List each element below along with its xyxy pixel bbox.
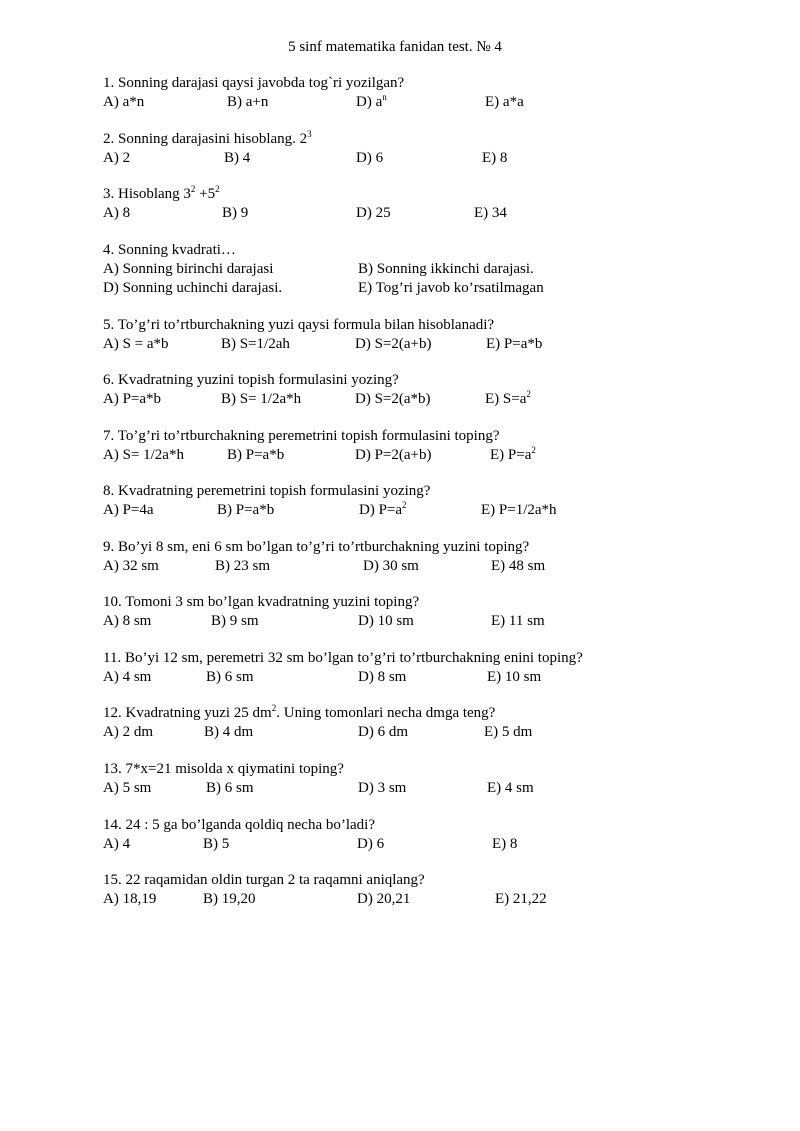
question-1 <box>103 74 524 112</box>
question-text: 8. Kvadratning peremetrini topish formulasini yozing? <box>103 483 431 499</box>
option-d: D) $P=a^2$ <box>359 500 407 518</box>
option-a: A) 2 dm <box>103 724 153 740</box>
question-15 <box>103 871 547 909</box>
option-a: A) 2 <box>103 150 131 166</box>
option-e: E) a*a <box>485 94 524 110</box>
question-text: 10. Tomoni 3 sm bo’lgan kvadratning yuzini toping? <box>103 594 420 610</box>
option-b: B) 6 sm <box>206 780 254 796</box>
option-b: B) S= 1/2a*h <box>221 391 302 407</box>
options-row <box>103 92 524 112</box>
question-3 <box>103 184 507 223</box>
option-d: D) 8 sm <box>358 669 407 685</box>
options-row <box>103 500 557 520</box>
option-e: E) 34 <box>474 205 507 221</box>
option-e: E) 10 sm <box>487 669 542 685</box>
options-row <box>103 204 507 223</box>
option-d: D) S=2(a+b) <box>355 336 432 352</box>
question-8 <box>103 482 557 520</box>
options-row <box>103 668 583 687</box>
option-a: A) 4 <box>103 836 131 852</box>
option-e: E) 8 <box>482 150 508 166</box>
option-e: E) $P=a^2$ <box>490 445 536 463</box>
option-a: A) a*n <box>103 94 145 110</box>
option-a: A) S= 1/2a*h <box>103 447 184 463</box>
options-row <box>103 260 544 298</box>
question-text: 5. To’g’ri to’rtburchakning yuzi qaysi formula bilan hisoblanadi? <box>103 317 495 333</box>
question-text: 1. Sonning darajasi qaysi javobda tog`ri yozilgan? <box>103 75 405 91</box>
option-b: B) P=a*b <box>217 502 275 518</box>
options-row <box>103 779 534 798</box>
option-b: B) 4 dm <box>204 724 254 740</box>
options-row <box>103 335 543 354</box>
option-b: B) 4 <box>224 150 251 166</box>
options-row <box>103 149 508 168</box>
option-e: E) Tog’ri javob ko’rsatilmagan <box>358 280 544 296</box>
options-row <box>103 612 545 631</box>
option-d: D) Sonning uchinchi darajasi. <box>103 280 283 296</box>
option-e: E) 5 dm <box>484 724 533 740</box>
option-d: D) 10 sm <box>358 613 414 629</box>
option-b: B) 19,20 <box>203 891 256 907</box>
question-10 <box>103 593 545 631</box>
page-title: 5 sinf matematika fanidan test. № 4 <box>288 39 502 55</box>
option-b: B) S=1/2ah <box>221 336 290 352</box>
question-13 <box>103 760 534 798</box>
option-b: B) 6 sm <box>206 669 254 685</box>
question-7 <box>103 427 536 465</box>
option-b: B) P=a*b <box>227 447 285 463</box>
option-e: E) P=a*b <box>486 336 543 352</box>
question-text: 12. Kvadratning yuzi 25 $dm^2$. Uning tomonlari necha dmga teng? <box>103 703 496 721</box>
option-e: E) 4 sm <box>487 780 534 796</box>
option-a: A) 8 sm <box>103 613 152 629</box>
options-row <box>103 445 536 465</box>
question-6 <box>103 371 531 409</box>
option-b: B) 9 <box>222 205 249 221</box>
option-a: A) 4 sm <box>103 669 152 685</box>
question-14 <box>103 816 518 854</box>
option-a: A) 5 sm <box>103 780 152 796</box>
option-e: E) 48 sm <box>491 558 546 574</box>
option-e: E) $S=a^2$ <box>485 389 531 407</box>
question-text: 11. Bo’yi 12 sm, peremetri 32 sm bo’lgan to’g’ri to’rtburchakning enini toping? <box>103 650 583 666</box>
option-d: D) P=2(a+b) <box>355 447 432 463</box>
option-b: B) 9 sm <box>211 613 259 629</box>
option-a: A) 8 <box>103 205 131 221</box>
option-a: A) S = a*b <box>103 336 169 352</box>
question-11 <box>103 649 583 687</box>
option-b: B) a+n <box>227 94 269 110</box>
question-text: 2. Sonning darajasini hisoblang. $2^3$ <box>103 129 312 147</box>
option-d: D) 20,21 <box>357 891 411 907</box>
question-text: 13. 7*x=21 misolda x qiymatini toping? <box>103 761 344 777</box>
question-text: 6. Kvadratning yuzini topish formulasini yozing? <box>103 372 399 388</box>
option-a: A) P=a*b <box>103 391 162 407</box>
question-text: 15. 22 raqamidan oldin turgan 2 ta raqamni aniqlang? <box>103 872 425 888</box>
option-d: D) $a^n$ <box>356 92 387 110</box>
options-row <box>103 723 533 742</box>
question-2 <box>103 129 508 168</box>
option-d: D) 3 sm <box>358 780 407 796</box>
option-e: E) 11 sm <box>491 613 545 629</box>
option-b: B) 23 sm <box>215 558 271 574</box>
question-12 <box>103 703 533 742</box>
option-e: E) 8 <box>492 836 518 852</box>
options-row <box>103 835 518 854</box>
option-d: D) 6 <box>356 150 384 166</box>
question-9 <box>103 538 546 576</box>
question-text: 7. To’g’ri to’rtburchakning peremetrini topish formulasini toping? <box>103 428 500 444</box>
option-e: E) P=1/2a*h <box>481 502 557 518</box>
options-row <box>103 890 547 909</box>
question-text: 4. Sonning kvadrati… <box>103 242 236 258</box>
question-text: 9. Bo’yi 8 sm, eni 6 sm bo’lgan to’g’ri to’rtburchakning yuzini toping? <box>103 539 530 555</box>
option-d: D) S=2(a*b) <box>355 391 431 407</box>
option-d: D) 6 dm <box>358 724 408 740</box>
question-5 <box>103 316 543 354</box>
options-row <box>103 557 546 576</box>
option-d: D) 25 <box>356 205 391 221</box>
question-4 <box>103 241 544 298</box>
option-a: A) 32 sm <box>103 558 159 574</box>
option-e: E) 21,22 <box>495 891 547 907</box>
option-a: A) P=4a <box>103 502 154 518</box>
question-text: 14. 24 : 5 ga bo’lganda qoldiq necha bo’ladi? <box>103 817 376 833</box>
option-a: A) Sonning birinchi darajasi <box>103 261 274 277</box>
options-row <box>103 389 531 409</box>
option-d: D) 6 <box>357 836 385 852</box>
option-a: A) 18,19 <box>103 891 157 907</box>
option-d: D) 30 sm <box>363 558 419 574</box>
option-b: B) Sonning ikkinchi darajasi. <box>358 261 534 277</box>
question-text: 3. Hisoblang $3^2 +5^2$ <box>103 184 220 202</box>
option-b: B) 5 <box>203 836 230 852</box>
